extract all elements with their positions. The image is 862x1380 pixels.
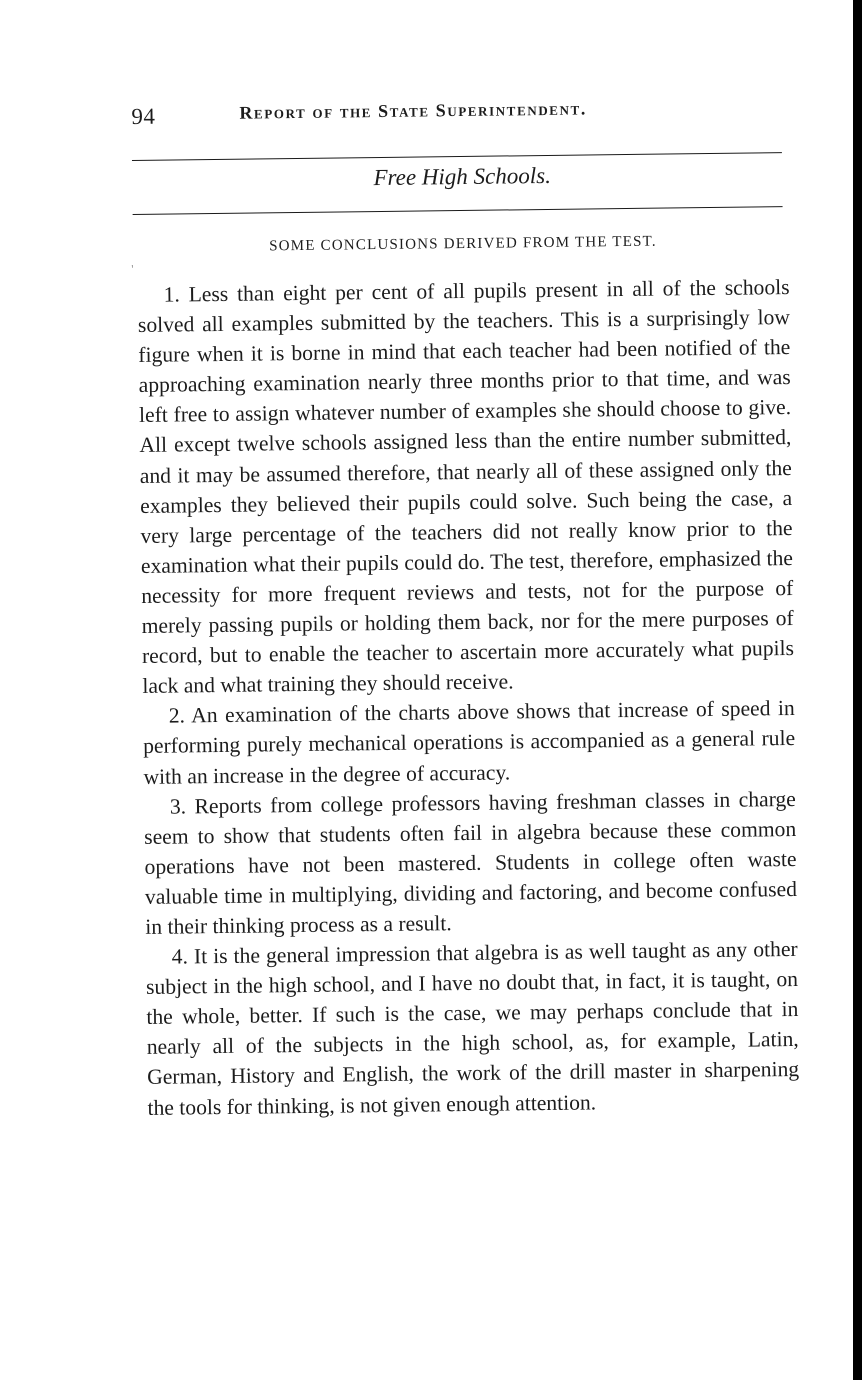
paragraph-2: 2. An examination of the charts above shows that increase of speed in performing purely mechanical operations is accompanied as a general rule with an increase in the degree of accuracy.	[142, 696, 796, 789]
page-number: 94	[131, 103, 156, 130]
section-title: Free High Schools.	[373, 162, 552, 191]
paragraph-1: 1. Less than eight per cent of all pupils present in all of the schools solved all examples submitted by the teachers. This is a surprisingly low figure when it is borne in mind that each teacher had been notified of the approaching examination nearly three months prior to that time, and was left free to assign whatever number of examples she should choose to give. All except twelve schools assigned less than the entire number submitted, and it may be assumed therefore, that nearly all of these assigned only the examples they believed their pupils could solve. Such being the case, a very large percentage of the teachers did not really know prior to the examination what their pupils could do. The test, therefore, emphasized the necessity for more frequent reviews and tests, not for the purpose of merely passing pupils or holding them back, nor for the mere purposes of record, but to enable the teacher to ascertain more accurately what pupils lack and what training they should receive.	[137, 275, 795, 699]
body-text	[137, 272, 799, 1123]
running-head: Report of the State Superintendent.	[239, 98, 587, 123]
document-page	[131, 0, 803, 1380]
paragraph-4: 4. It is the general impression that algebra is as well taught as any other subject in the high school, and I have no doubt that, in fact, it is taught, on the whole, better. If such is the case, we may perhaps conclude that in nearly all of the subjects in the high school, as, for example, Latin, German, History and English, the work of the drill master in sharpening the tools for thinking, is not given enough attention.	[145, 937, 800, 1120]
header-rule-top	[132, 152, 782, 161]
header-rule-bottom	[133, 206, 783, 215]
paragraph-3: 3. Reports from college professors having freshman classes in charge seem to show that students often fail in algebra because these common operations have not been mastered. Students in college often waste valuable time in multiplying, dividing and factoring, and become confused in their thinking process as a result.	[144, 786, 798, 939]
stray-mark: '	[131, 262, 134, 277]
scan-border	[853, 0, 862, 1380]
page-header	[131, 92, 787, 136]
subheading: SOME CONCLUSIONS DERIVED FROM THE TEST.	[269, 233, 657, 255]
